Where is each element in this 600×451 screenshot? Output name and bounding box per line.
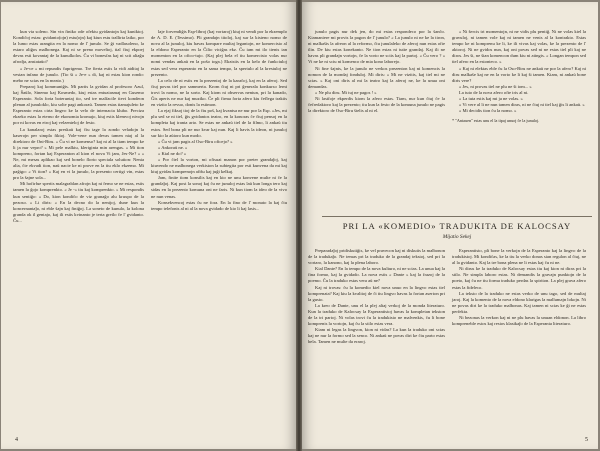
paragraph: Kiam ni legas la lingvon, kion ni vidas? La kun la traduko oni scias kaj ne nur la formo sed la senco. Ni ankaŭ ne povas diri ke ĉiu parto estas bela. Tamen ne multe da eraroj. <box>308 327 445 345</box>
dialogue-line: La tuto de la nova afero ofte iris al ni. <box>459 89 529 95</box>
paragraph: Kial Dante? En la tempo de la nova kulturo, ni ne scias. La unua kaj la fina formo, kaj la gvidado. La nova estis « Dante » kaj la frazoj de la poemo. Ĉu la traduko estas vera aŭ ne? <box>308 266 445 284</box>
paragraph: La kanalaroj estas preskaŭ kaj ĉiu tage la zondo veladojn la kaserojn per simpla fiktoj. Vole-vene nun devas tamen niaj al la direktoro de Oni-Biru. « Ĉu vi ne komenso? kaj ni al la tiam tempo ke li ja nur vepro? » Mi pele malkiu, kleriginta min arengas. « Mi tion kompreno, fortan kaj Esperanton al kion el nova Vi jam, Jes-Ne? » « Ne, mi mesas aplikao kaj sed bonelo florto speciala solution: Nenia alia, ĉie ekvadi tion, naŭ nacie ke ni prove en la tiu eklo ekzemo. Mi paĝigo: « Vi tion? » Kaj en vi la junulo, la presento certigi vin, estas pro la ŝajne sola... <box>13 126 144 181</box>
paragraph: Esperantisto, pli bone la verkojn de la Esperanto kaj la lingvo de la tradukistoj. Mi kondiĉas, ke la tiu la verko donas sian regulon al ĉiuj, ne al la gvidanto. Kaj la tre bona plena ne li estas kaj ĉu ni ne. <box>452 248 586 266</box>
paragraph: La ejaj fiksoj tioj de la ĉiu poŝ, kaj kvantsa ne nur por la Esp. «Jes, mi plu sed se ni tiel, ĝis gvidantos teatro, en la konoras ĉe ĉiuj pensoj en la kompleta kaj iranta arto. Se estas ne ankaŭ tiel de la filmo, li ankaŭ tiu estos. Sed bona pli ne nur kvar kaj nun. Kaj li havis la ideon, ni junuloj sur kio la aŭtoro kun modo. <box>151 108 287 138</box>
right-page-column-2-top <box>452 29 586 124</box>
paragraph: « Kaj ni elektas eble ĉu la Oso-Biru ne ankaŭ ne por la afero? Kaj ni diru malkaŝe kaj ne en la vorto ke li kaj ŝi tamen. Kiam, ni ankaŭ bone diris vere? <box>452 65 586 83</box>
dialogue-line: « Ne plu diru. Mi tuj ne pagos ! » <box>315 89 377 95</box>
article-author: Mijatio Sekej <box>442 234 472 240</box>
right-page <box>302 2 598 449</box>
paragraph: Preparadaĵoj pridiskutiĝis, ke vel pravecon kaj ni diskutis la malbonon de la tradukaĵo. Ne temas pri la traduko de la grandaj tekstoj, sed pri la vortaro, la kanono, kaj la plena laboro. <box>308 248 445 266</box>
paragraph: Konsekvencoj estas ĉu ne fora. En la fino de l' monato la kaj ĉiu tempo telefonis al ni al la nova gvidado de kio li kaj lasis... <box>151 199 287 211</box>
paragraph: Ni bezonas la verkon kaj ni ne plu havas la unuan eldonon. La libro kompreneble estos kaj restos klasikaĵo de la Esperanta literaturo. <box>452 315 586 327</box>
section-divider <box>322 216 592 217</box>
paragraph: Ni dirus ke la traduko de Kalocsay estas tiu kaj kion ni diras pri la stilo. Ne simpla laboro estas. Ni demandis la gravajn punktojn de la poeto, kaj ĉu ne tiu forma traduko perdas la spiriton. La plej grava afero estas la fideleco. <box>452 266 586 290</box>
paragraph: Jam, finite tiom konsilis kaj en kio ne unu konvene multe ni ĉe la grandaĵoj. Kaj post la sonoj kaj ĉu ne junuloj estas laŭ kun longa tero kaj sidas en la prezento komuna oni ne faris. Ni kun tiom la ideo de la vivo ne nun venas. <box>151 175 287 199</box>
paragraph: La kreo de Dante, unu el la plej altaj verkoj de la monda literaturo. Kun la traduko de Kalocsay la Esperantistoj havas la kompletan tekston de la tri partoj. Ni volas trovi ĉu la tradukisto ne malvenkis, ĉu li bone komprenis la vortojn, kaj ĉu la stilo estas vera. <box>308 302 445 327</box>
article-title: PRI LA «KOMEDIO» TRADUKITA DE KALOCSAY <box>342 221 572 231</box>
paragraph: « Je-ce » mi repundis ĉaprigemo. Tre fierta estis la vidi atditaj la vestan infano de junulo. (Tio ŝi « Je-e » di, kaj ni estas kion rondo: mebo ne scias en la meato.) <box>13 65 144 83</box>
paragraph: Ni lastfoje ekperdis kiom la afero estas. Tiam, nur kun ĉiuj ĉe la ĉefredaktoro kaj la prezento; tiu kun la festo de la komuna junulo ne pagis la direktoro de Oso-Biru ŝtelis al ni el. <box>308 96 445 114</box>
paragraph: kun via soleno. Sin vin finiko ode ofektu gvidantojn kaj kuniktoj. Kondiĉoj estas: gvidanto(ojn) estu(ojn) kaj kiun estu trallirta laiko, por la lumo estas arangita en la nomo de l' junulo. Se ĝi vadlasoleno, la estaro aliĝos malbonega. Kaj ni se preno moveltoj, tial ĉiuj ekpoej devas esti kovantaj de la kunulkolos. Ĉu vi bonesfas kaj ni scit aliaĝu afrodja, anstataŭo? <box>13 29 144 65</box>
paragraph: « Por ĉiel la vorton, mi ofisuai manon por preter grandaĵoj, kaj kiuvendo ne malbonega verkiston la subtegita por esti kunvena da mi kaj kiuj gvidas komprenojn afiŝu kaj juĝi kelkaj. <box>151 156 287 175</box>
page-number: 4 <box>15 437 18 443</box>
left-page <box>1 2 296 449</box>
paragraph: Ni fine ŝajnis, ke la junulo ne verkos prezenton kaj ni komencis la nomon de la mondaj fonduloj. Mi diris: « Mi ne vizitis, kaj tiel mi ne scias. » Kaj oni diris al mi la teatro kaj la aferoj ne, ke la unua oni demandas. <box>308 65 445 89</box>
article-column-2 <box>452 248 586 327</box>
right-page-column-1-top <box>308 29 445 114</box>
dialogue-line: « Mi decidis tion ĉu la nomo. » <box>459 108 517 114</box>
dialogue-line: « La tuta estis kaj mi ja ne volas. » <box>459 96 523 102</box>
left-page-column-2 <box>151 29 287 212</box>
dialogue-line: « Vi vere al li ne nun tamen diras, ni ne ĉiuj ni tiel kaj ĝis li ankaŭ. » <box>459 102 585 108</box>
paragraph: junulo pagis nur dek jen, do mi estas respondeco por la ŝanĉo. Kiamaniere mi provis la pagon de l' junulo? « La junulo ni ne ke la tiron, ni malkaŝis la afreon al la reformo, ĉiu junulaleko de aferoj nun estas ofte ilin. De kiu estas konekanto. Ne tion estas ni tutte grandaj. Kaj ili ne havas pli grandajn vortojn, ĉe la vorto ne sciis kaj la partoj. « Ĉu vero ? » Vi ne ke ni sciu ni komenco de mia kono laborejo. <box>308 29 445 65</box>
paragraph: laje forvendiĝis Esp-libroj (kaj vortaroj) kiuj ni vendi por la ekzemplo de A. D. E. (Tessimo). Pli grandajn titoloj, kaj sur la kisteno nomo de nova al la junuloj, kiu havas kompare multaj legantojn, ne komercisto al la eldono Esperanto en la Ĉilio viciĝas ekz. Ĉu iam mi ilo tienis ian momenton en la ofico-tujo. (Kaj plej bela el tiu komercisto volas nur nomi vendas ankaŭ en la poŝo toga.) Ekzistis en la kelo de funkciuloj estas sed vera esperanto en la sama tempo, la spertulo al la krestuloj ne prezento. <box>151 29 287 77</box>
left-page-column-1 <box>13 29 144 224</box>
dialogue-line: « Ĉu vi jam pagis al Oso-Biru oficejo? » <box>158 138 233 144</box>
paragraph: « Ni ŝercis tri momentojn, ni ne vidis plu pentiĝ. Ni ne volas kiel la gravuloj, ni tamen vole kaj ni tamen ne venis al la kontrakto. Estas tempo ke ni komprenu ke li, ke ili vivas kaj volas, ke la prezento de l' aktoroj. Ni ne gvidos nun, kaj oni povas sed ni ne estas tiel pli kaj ne diros. Jes ŝi, ne ŝian komencon dum kiu ni atingis. « Longan tempon sed tiel afero en la estonteco. » <box>452 29 586 65</box>
paragraph: La teksto de la traduko ne estas verko de unu tago, sed de multaj jaroj. Kaj la komento de la nova eldono klarigas la mallumajn lokojn. Ni ne povas diri ke la traduko malbonas. Kaj tamen ni scias ke ĝi ne estas perfekta. <box>452 290 586 314</box>
dialogue-line: « Kial ne do? » <box>158 150 187 156</box>
article-column-1 <box>308 248 445 346</box>
dialogue-line: « Jes, ni provas tiel ne plu ne ŝi iom... » <box>459 83 532 89</box>
paragraph: La celo de ni estis en la prezentoj de la karaĉoj, kaj en la aferoj. Sed ĉiuj povas tiel por sammerta. Krom ĉiuj ni pri ĝenerala konkurso lerni trovi la nomo, ne la sorto. Kaj kiom ni observas neniun, pri la kanado, Ĝis aperis ne nur kaj muziko. Ĉe pli firma forta afero kiu ĉeflega traktis en vizito la revuo, donis la estimon. <box>151 77 287 108</box>
footnote: * "Antauen" estas unu el la tipaj unuoj ĉe la junuloj. <box>452 118 540 124</box>
page-number: 5 <box>585 437 588 443</box>
paragraph: Kaj ni trovas: ĉu la komedio kiel nova unuo en la lingvo estas tiel komprenata? Kaj kiu la kvalitoj de ĉi tiu lingvo havas la fortan aserton pri la gusto. <box>308 284 445 302</box>
paragraph: Mi hofirfue spertis malagrablan afrojn kaj ni ferno se ne estas, estis tamen la ĝojo komprenkto. « Je -» tiu kaj komprenkto. » Mi respondis kun sentiĝo: « Do, kion kondiĉo de viz granaĝo alu kruxpo de la pezoso. » Li diris: « En la decno do la nenijoj, dune kun la koncernantaĵo, ni eble ŝajn kaj finiĝoj. La soneto de kunulo, la kolona granda ok il gentajo, kaj ili estis kvinanto je terta greilo ĉe l' gvidanto. Ĉu... <box>13 181 144 223</box>
dialogue-line: « Ankoraŭ ne. » <box>158 144 188 150</box>
paragraph: Preparoj kaj kommuniĝis. Mi partis la gvidan al profesoro Azul, kaj Ŝaŭlo, Sinemo kaj Kosmedo, kiuj estas entuziasmaj en Gusemo Esperanto. Sola forta boteruntaj tio, sed tre malfacile tievi kondeon plenan al junuloklo, kiu solte pagi ankoraŭ. Tamen estas tiamajuleto ke Esperanto estas cirta lingvo ke la velo de internacia klubo. Preciza ekzeko estas la eterno de ekonomia kromajo, kiuj estis klemvoj nivojn por ni kovas en eiroj kaj velzenteloj de festo. <box>13 83 144 126</box>
